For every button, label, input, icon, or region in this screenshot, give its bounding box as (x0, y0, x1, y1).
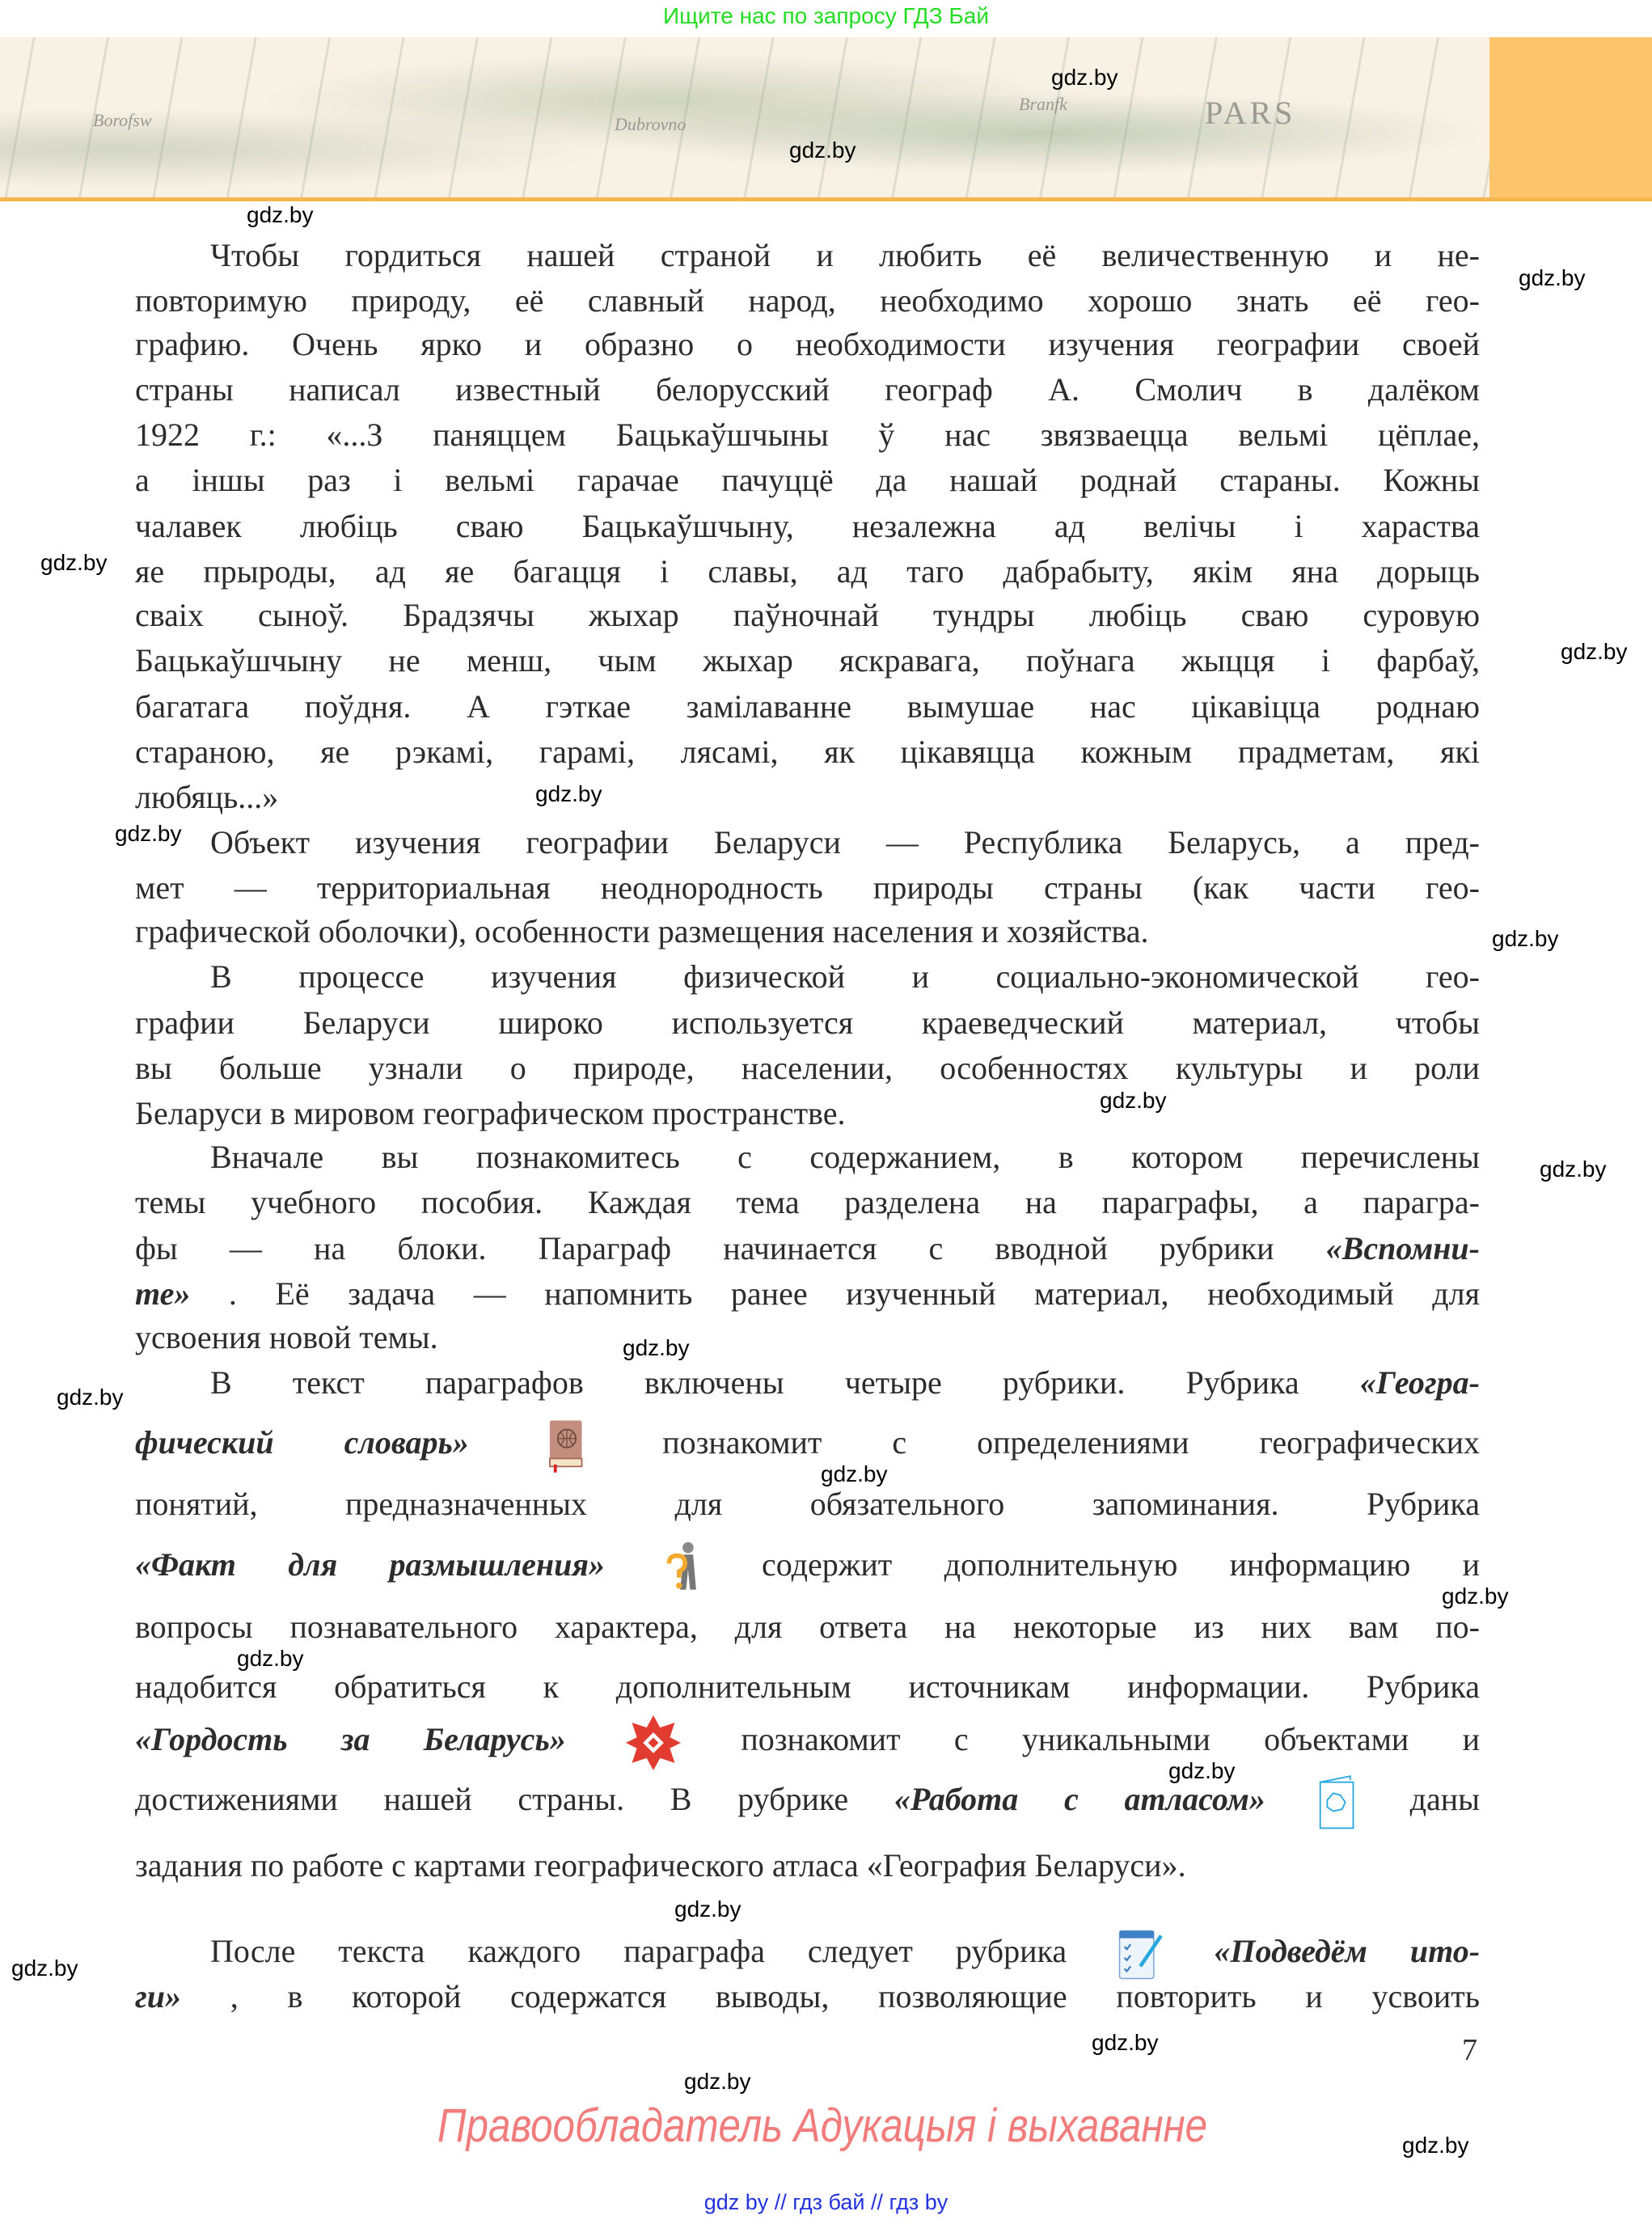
map-label: PARS (1205, 95, 1296, 131)
watermark: gdz.by (40, 550, 108, 575)
text-segment: яе прыроды, ад яе багацця і славы, ад таго дабрабыту, якім яна дорыць (135, 553, 1480, 590)
watermark: gdz.by (57, 1385, 124, 1410)
text-line (135, 688, 1480, 725)
rubric-title: «Подведём ито- (1214, 1933, 1481, 1969)
text-segment: Объект изучения географии Беларуси — Республика Беларусь, а пред- (210, 824, 1480, 860)
text-line (135, 1230, 1480, 1267)
text-segment: мет — территориальная неоднородность природы страны (как части гео- (135, 869, 1480, 906)
text-segment: а іншы раз і вельмі гарачае пачуццё да нашай роднай стараны. Кожны (135, 462, 1480, 498)
watermark: gdz.by (674, 1896, 741, 1922)
text-line (135, 1319, 438, 1356)
text-line (135, 642, 1480, 679)
text-line (210, 1364, 1480, 1402)
watermark: gdz.by (1051, 65, 1118, 90)
text-segment: Вначале вы познакомитесь с содержанием, в котором перечислены (210, 1139, 1480, 1175)
text-segment: графию. Очень ярко и образно о необходимости изучения географии своей (135, 326, 1480, 362)
text-segment: вы больше узнали о природе, населении, особенностях культуры и роли (135, 1050, 1480, 1086)
text-line (135, 416, 1480, 454)
watermark: gdz.by (1402, 2133, 1469, 2158)
text-line (135, 326, 1480, 363)
text-segment: . Её задача — напомнить ранее изученный материал, необходимый для (228, 1275, 1480, 1312)
rubric-title: «Гордость за Беларусь» (135, 1721, 566, 1757)
watermark: gdz.by (821, 1461, 888, 1486)
header-rule (0, 197, 1652, 201)
watermark: gdz.by (115, 821, 182, 846)
text-segment: познакомит с определениями географических (662, 1424, 1481, 1461)
atlas-icon (1317, 1784, 1357, 1821)
chapter-color-tab (1489, 37, 1652, 197)
watermark: gdz.by (1100, 1088, 1167, 1113)
page-number: 7 (1462, 2033, 1477, 2067)
text-line (135, 913, 1148, 950)
text-line (135, 1978, 1480, 2015)
watermark: gdz.by (247, 202, 314, 227)
text-line (135, 1781, 1480, 1818)
watermark: gdz.by (1442, 1583, 1509, 1609)
text-segment: В процессе изучения физической и социально-экономической гео- (210, 958, 1480, 995)
text-segment: стараною, яе рэкамі, гарамі, лясамі, як цікавяцца кожным прадметам, які (135, 734, 1480, 770)
header-map-banner (0, 37, 1489, 197)
rubric-title: «Работа с атласом» (894, 1781, 1265, 1817)
text-line (135, 282, 1480, 319)
watermark: gdz.by (789, 137, 856, 163)
watermark: gdz.by (623, 1335, 690, 1360)
text-segment: содержит дополнительную информацию и (762, 1546, 1480, 1583)
watermark: gdz.by (1519, 265, 1586, 290)
text-segment: повторимую природу, её славный народ, необходимо хорошо знать её гео- (135, 282, 1480, 319)
dictionary-book-icon (546, 1427, 585, 1465)
text-line (210, 237, 1480, 274)
text-segment: , в которой содержатся выводы, позволяющие повторить и усвоить (230, 1978, 1481, 2015)
rubric-title: те» (135, 1275, 191, 1312)
text-line (210, 1933, 1480, 1970)
text-line (135, 371, 1480, 408)
footer-links[interactable]: gdz by // гдз бай // гдз by (703, 2190, 949, 2214)
text-segment: любяць...» (135, 779, 279, 815)
text-segment: темы учебного пособия. Каждая тема разделена на параграфы, а парагра- (135, 1184, 1480, 1220)
text-segment: багатага поўдня. А гэткае замілаванне вымушае нас цікавіцца роднаю (135, 688, 1480, 725)
text-segment: усвоения новой темы. (135, 1319, 438, 1355)
rubric-title: фический словарь» (135, 1424, 469, 1461)
text-segment: графической оболочки), особенности размещения населения и хозяйства. (135, 913, 1149, 949)
text-segment: Чтобы гордиться нашей страной и любить её величественную и не- (210, 237, 1480, 273)
text-segment: страны написал известный белорусский географ А. Смолич в далёком (135, 371, 1480, 408)
watermark: gdz.by (1492, 926, 1559, 951)
text-segment: достижениями нашей страны. В рубрике (135, 1781, 894, 1817)
text-line (135, 1486, 1480, 1523)
text-segment: задания по работе с картами географического атласа «География Беларуси». (135, 1847, 1186, 1884)
watermark: gdz.by (1168, 1758, 1236, 1783)
text-line (135, 734, 1480, 771)
watermark: gdz.by (1092, 2030, 1159, 2055)
text-line (135, 1184, 1480, 1221)
rubric-title: «Геогра- (1359, 1364, 1480, 1401)
text-line (135, 869, 1480, 907)
text-segment: понятий, предназначенных для обязательного запоминания. Рубрика (135, 1486, 1480, 1522)
text-line (135, 462, 1480, 499)
search-hint: Ищите нас по запросу ГДЗ Бай (662, 3, 990, 28)
text-segment: сваіх сыноў. Брадзячы жыхар паўночнай тундры любіць сваю суровую (135, 597, 1480, 633)
thinking-figure-icon (663, 1550, 703, 1587)
text-segment: даны (1409, 1781, 1481, 1817)
text-segment: графии Беларуси широко используется краеведческий материал, чтобы (135, 1004, 1480, 1041)
rubric-title: ги» (135, 1978, 182, 2015)
text-line (135, 1546, 1480, 1583)
copyright-notice: Правообладатель Адукацыя і выхаванне (437, 2099, 1208, 2152)
rubric-title: «Вспомни- (1325, 1230, 1480, 1266)
text-line (135, 1004, 1480, 1042)
text-segment: В текст параграфов включены четыре рубрики. Рубрика (210, 1364, 1360, 1401)
text-segment: 1922 г.: «...З паняццем Бацькаўшчыны ў нас звязваецца вельмі цёплае, (135, 416, 1480, 453)
watermark: gdz.by (11, 1956, 78, 1981)
text-line (135, 1847, 1186, 1884)
text-line (135, 553, 1480, 590)
text-line (135, 1424, 1480, 1461)
text-segment: познакомит с уникальными объектами и (741, 1721, 1481, 1757)
text-segment: После текста каждого параграфа следует рубрика (210, 1933, 1067, 1969)
text-segment: фы — на блоки. Параграф начинается с вводной рубрики (135, 1230, 1326, 1266)
text-line (135, 1050, 1480, 1087)
watermark: gdz.by (1561, 639, 1628, 664)
watermark: gdz.by (1540, 1156, 1607, 1182)
text-line (135, 1275, 1480, 1313)
text-segment: Беларуси в мировом географическом пространстве. (135, 1095, 846, 1131)
text-segment: вопросы познавательного характера, для ответа на некоторые из них вам по- (135, 1609, 1480, 1645)
text-line (210, 1139, 1480, 1176)
text-line (135, 1668, 1480, 1706)
text-line (135, 1095, 845, 1132)
text-line (135, 1721, 1480, 1758)
ornament-star-icon (626, 1724, 681, 1761)
watermark: gdz.by (684, 2069, 751, 2094)
watermark: gdz.by (535, 781, 602, 806)
text-line (210, 824, 1480, 861)
text-segment: Бацькаўшчыну не менш, чым жыхар яскравага, поўнага жыцця і фарбаў, (135, 642, 1480, 679)
text-line (135, 1609, 1480, 1646)
map-label: Branfk (1019, 94, 1067, 114)
text-segment: надобится обратиться к дополнительным источникам информации. Рубрика (135, 1668, 1480, 1705)
rubric-title: «Факт для размышления» (135, 1546, 605, 1583)
text-line (135, 779, 278, 816)
watermark: gdz.by (237, 1646, 304, 1671)
text-line (135, 508, 1480, 545)
text-line (135, 597, 1480, 634)
map-label: Borofsw (93, 110, 152, 130)
text-line (210, 958, 1480, 996)
text-segment: чалавек любіць сваю Бацькаўшчыну, незалежна ад велічы і хараства (135, 508, 1480, 544)
checklist-icon (1116, 1936, 1164, 1973)
map-label: Dubrovno (615, 114, 687, 134)
